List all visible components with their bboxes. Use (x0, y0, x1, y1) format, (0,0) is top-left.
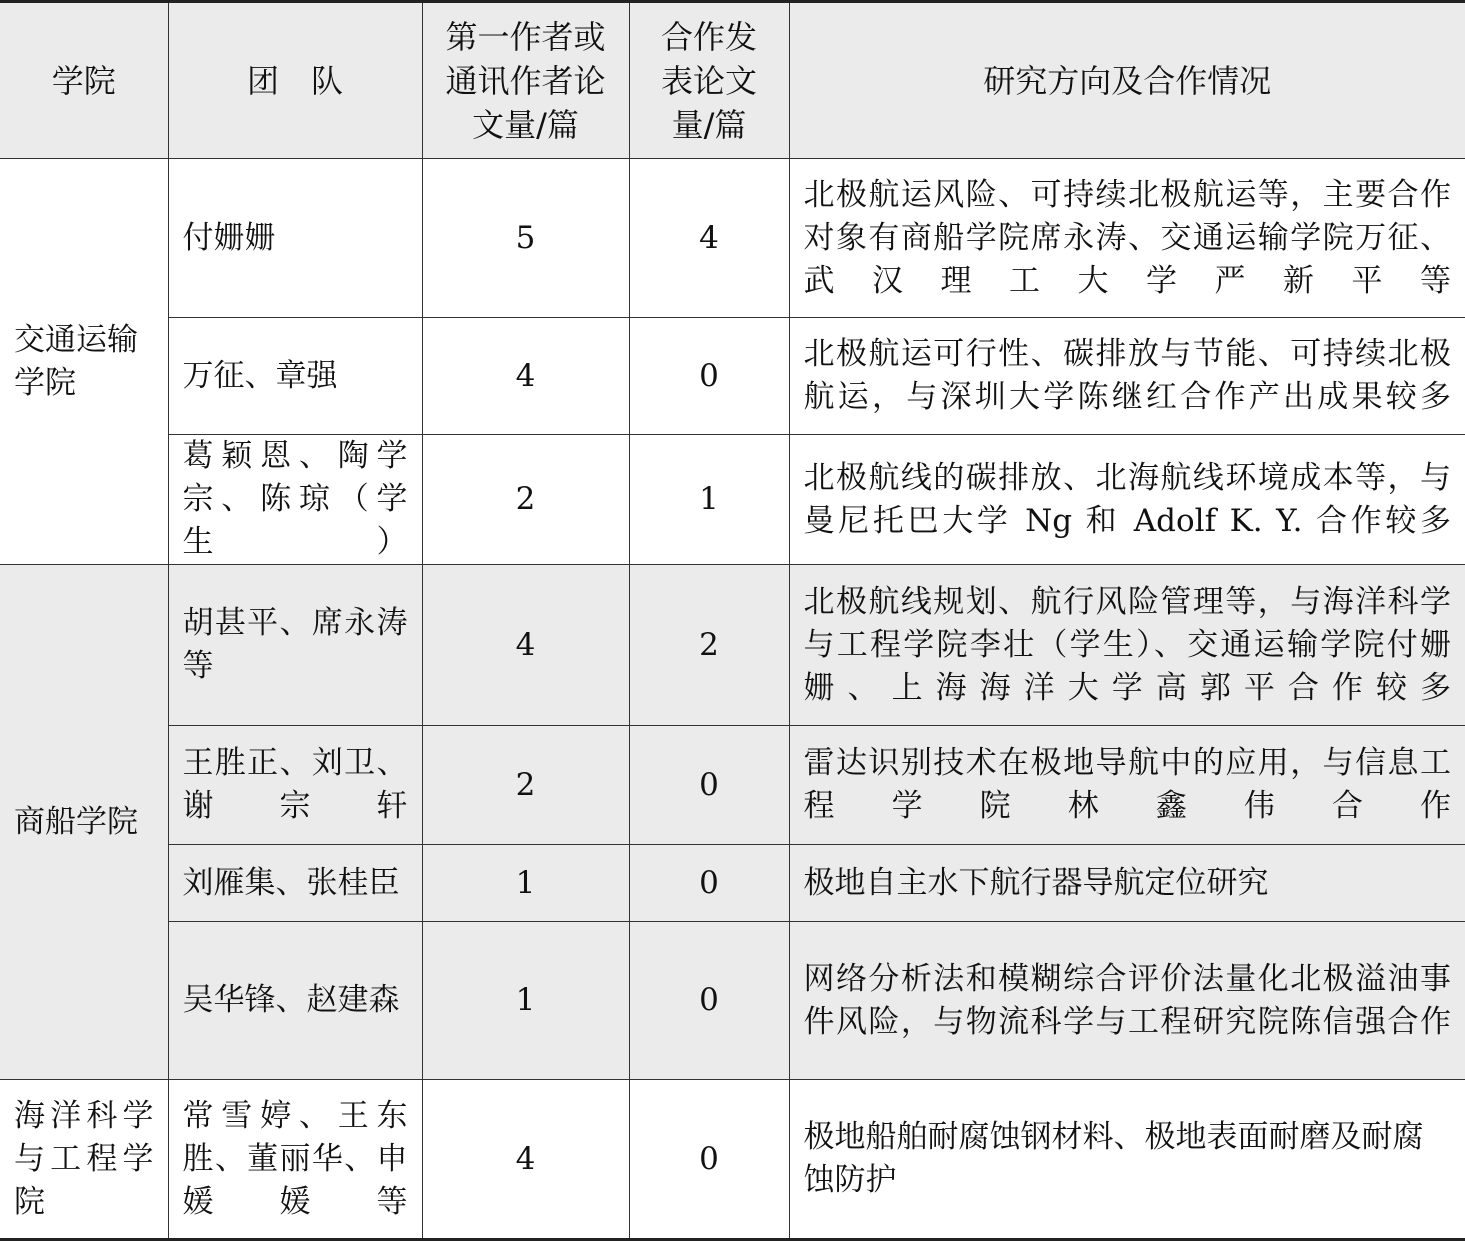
header-first-author: 第一作者或通讯作者论文量/篇 (422, 2, 629, 159)
table-row (0, 318, 1465, 435)
header-direction: 研究方向及合作情况 (789, 2, 1465, 159)
header-college: 学院 (0, 2, 168, 159)
table-row (0, 845, 1465, 922)
team-cell: 吴华锋、赵建森 (168, 922, 422, 1080)
team-cell: 胡甚平、席永涛等 (168, 565, 422, 726)
college-cell: 海洋科学与工程学院 (0, 1080, 168, 1240)
coop-count: 0 (629, 318, 789, 435)
coop-count: 2 (629, 565, 789, 726)
table-row (0, 565, 1465, 726)
team-cell: 葛颖恩、陶学宗、陈琼（学生） (168, 435, 422, 565)
first-author-count: 2 (422, 726, 629, 845)
coop-count: 0 (629, 922, 789, 1080)
direction-cell: 雷达识别技术在极地导航中的应用，与信息工程学院林鑫伟合作 (789, 726, 1465, 845)
direction-cell: 北极航线规划、航行风险管理等，与海洋科学与工程学院李壮（学生）、交通运输学院付姗姗、上海海洋大学高郭平合作较多 (789, 565, 1465, 726)
table-row (0, 726, 1465, 845)
coop-count: 1 (629, 435, 789, 565)
table-row (0, 1080, 1465, 1240)
first-author-count: 4 (422, 318, 629, 435)
coop-count: 0 (629, 845, 789, 922)
direction-cell: 北极航运可行性、碳排放与节能、可持续北极航运，与深圳大学陈继红合作产出成果较多 (789, 318, 1465, 435)
college-cell: 交通运输学院 (0, 159, 168, 565)
first-author-count: 4 (422, 1080, 629, 1240)
coop-count: 4 (629, 159, 789, 318)
direction-cell: 网络分析法和模糊综合评价法量化北极溢油事件风险，与物流科学与工程研究院陈信强合作 (789, 922, 1465, 1080)
team-cell: 王胜正、刘卫、谢宗轩 (168, 726, 422, 845)
header-row (0, 2, 1465, 159)
coop-count: 0 (629, 726, 789, 845)
table-row (0, 159, 1465, 318)
coop-count: 0 (629, 1080, 789, 1240)
first-author-count: 5 (422, 159, 629, 318)
table-row (0, 435, 1465, 565)
team-cell: 刘雁集、张桂臣 (168, 845, 422, 922)
team-cell: 付姗姗 (168, 159, 422, 318)
team-cell: 常雪婷、王东胜、董丽华、申媛媛等 (168, 1080, 422, 1240)
first-author-count: 4 (422, 565, 629, 726)
direction-cell: 极地船舶耐腐蚀钢材料、极地表面耐磨及耐腐蚀防护 (789, 1080, 1465, 1240)
direction-cell: 北极航线的碳排放、北海航线环境成本等，与曼尼托巴大学 Ng 和 Adolf K. Y. 合作较多 (789, 435, 1465, 565)
direction-cell: 北极航运风险、可持续北极航运等，主要合作对象有商船学院席永涛、交通运输学院万征、武汉理工大学严新平等 (789, 159, 1465, 318)
team-cell: 万征、章强 (168, 318, 422, 435)
table-row (0, 922, 1465, 1080)
first-author-count: 1 (422, 845, 629, 922)
first-author-count: 2 (422, 435, 629, 565)
direction-cell: 极地自主水下航行器导航定位研究 (789, 845, 1465, 922)
header-coop: 合作发表论文量/篇 (629, 2, 789, 159)
header-team: 团 队 (168, 2, 422, 159)
college-cell: 商船学院 (0, 565, 168, 1080)
first-author-count: 1 (422, 922, 629, 1080)
